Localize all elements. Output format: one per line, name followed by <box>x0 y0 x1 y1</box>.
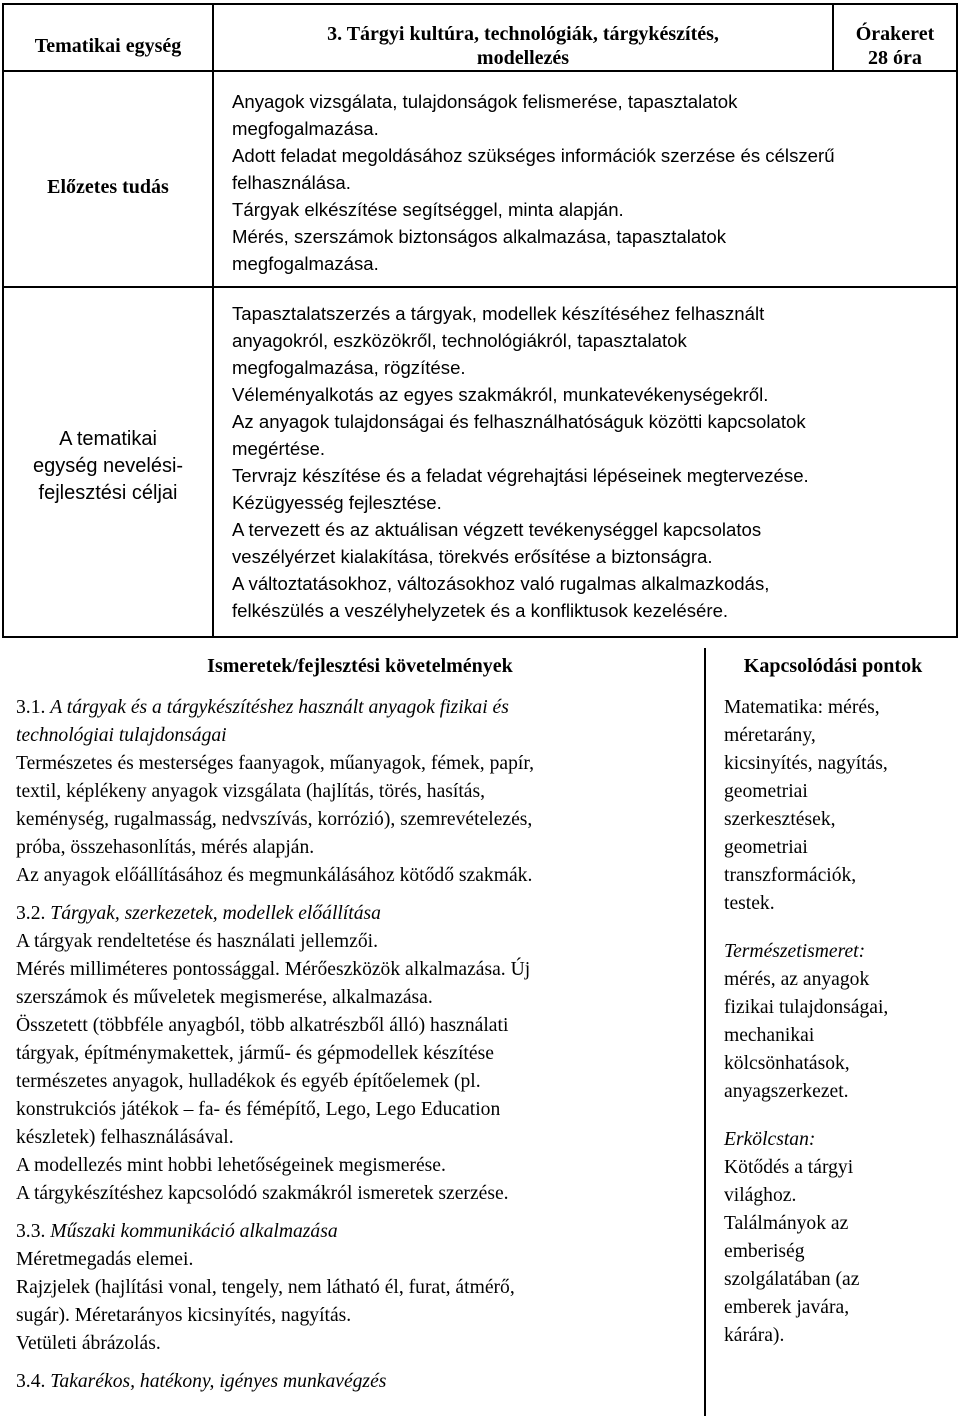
goals-line: Véleményalkotás az egyes szakmákról, munkatevékenységekről. <box>232 384 769 405</box>
connection-line: kárára). <box>724 1325 785 1346</box>
goals-line: anyagokról, eszközökről, technológiákról, tapasztalatok <box>232 330 687 351</box>
section-line: Mérés milliméteres pontossággal. Mérőeszközök alkalmazása. Új <box>16 959 531 980</box>
section-number: 3.2. <box>16 903 51 924</box>
section-title-text: Műszaki kommunikáció alkalmazása <box>50 1221 338 1242</box>
connection-line: transzformációk, <box>724 865 857 886</box>
prior-line: Adott feladat megoldásához szükséges információk szerzése és célszerű <box>232 145 835 166</box>
connection-line: emberek javára, <box>724 1297 850 1318</box>
section-line: Az anyagok előállításához és megmunkálásához kötődő szakmák. <box>16 865 533 886</box>
prior-line: megfogalmazása. <box>232 118 379 139</box>
connections-column-header: Kapcsolódási pontok <box>743 655 923 677</box>
section-line: textil, képlékeny anyagok vizsgálata (hajlítás, törés, hasítás, <box>16 781 486 802</box>
goals-line: veszélyérzet kialakítása, törekvés erősítése a biztonságra. <box>232 546 713 567</box>
section-line: szerszámok és műveletek megismerése, alkalmazása. <box>16 987 433 1008</box>
section-number: 3.1. <box>16 697 51 718</box>
prior-knowledge-text <box>232 88 835 277</box>
hours-value: 28 óra <box>868 47 922 69</box>
section-number: 3.4. <box>16 1371 51 1392</box>
goals-line: Az anyagok tulajdonságai és felhasználhatóságuk közötti kapcsolatok <box>232 411 806 432</box>
connection-line: Matematika: mérés, <box>724 697 880 718</box>
connection-line: kölcsönhatások, <box>724 1053 850 1074</box>
label-column-divider <box>212 3 214 637</box>
prior-line: megfogalmazása. <box>232 253 379 274</box>
goals-line: felkészülés a veszélyhelyzetek és a konfliktusok kezelésére. <box>232 600 729 621</box>
connection-line: mechanikai <box>724 1025 815 1046</box>
goals-line: A tervezett és az aktuálisan végzett tevékenységgel kapcsolatos <box>232 519 762 540</box>
header-left-label: Tematikai egység <box>34 35 182 57</box>
unit-title <box>214 22 832 70</box>
unit-title-line2: modellezés <box>476 47 570 69</box>
goals-line: megfogalmazása, rögzítése. <box>232 357 466 378</box>
section-line: természetes anyagok, hulladékok és egyéb építőelemek (pl. <box>16 1071 481 1092</box>
hours-label: Órakeret <box>855 23 935 45</box>
table-border-right <box>956 3 958 637</box>
connection-line: testek. <box>724 893 775 914</box>
connection-line: fizikai tulajdonságai, <box>724 997 889 1018</box>
section-line: készletek) felhasználásával. <box>16 1127 234 1148</box>
goals-label <box>4 426 212 507</box>
connection-line: szolgálatában (az <box>724 1269 860 1290</box>
section-line: tárgyak, építménymakettek, jármű- és gépmodellek készítése <box>16 1043 494 1064</box>
connection-line: Kötődés a tárgyi <box>724 1157 854 1178</box>
goals-text <box>232 300 809 624</box>
connection-subject-label: Erkölcstan: <box>724 1129 816 1150</box>
section-line: Vetületi ábrázolás. <box>16 1333 161 1354</box>
section-line: Természetes és mesterséges faanyagok, műanyagok, fémek, papír, <box>16 753 534 774</box>
goals-line: Tervrajz készítése és a feladat végrehajtási lépéseinek megtervezése. <box>232 465 809 486</box>
section-line: Méretmegadás elemei. <box>16 1249 194 1270</box>
prior-line: Mérés, szerszámok biztonságos alkalmazása, tapasztalatok <box>232 226 726 247</box>
header-row-divider <box>2 70 958 72</box>
requirements-content <box>16 694 702 1396</box>
prior-knowledge-label: Előzetes tudás <box>47 176 169 198</box>
section-title-text: Tárgyak, szerkezetek, modellek előállítása <box>50 903 381 924</box>
section-title <box>16 694 702 722</box>
prior-line: felhasználása. <box>232 172 351 193</box>
section-line: Rajzjelek (hajlítási vonal, tengely, nem látható él, furat, átmérő, <box>16 1277 515 1298</box>
connection-line: világhoz. <box>724 1185 797 1206</box>
goals-label-line: egység nevelési- <box>32 455 184 477</box>
connection-subject-label: Természetismeret: <box>724 941 866 962</box>
section-line: A tárgyak rendeltetése és használati jellemzői. <box>16 931 378 952</box>
table-border-bottom <box>2 636 958 638</box>
connection-line: anyagszerkezet. <box>724 1081 849 1102</box>
section-title <box>16 900 702 928</box>
section-title-text: Takarékos, hatékony, igényes munkavégzés <box>50 1371 387 1392</box>
prior-row-divider <box>2 286 958 288</box>
connection-line: geometriai <box>724 781 808 802</box>
goals-label-line: fejlesztési céljai <box>38 482 178 504</box>
prior-line: Tárgyak elkészítése segítséggel, minta alapján. <box>232 199 624 220</box>
connection-line: szerkesztések, <box>724 809 836 830</box>
section-line: próba, összehasonlítás, mérés alapján. <box>16 837 315 858</box>
section-number: 3.3. <box>16 1221 51 1242</box>
connection-line: kicsinyítés, nagyítás, <box>724 753 888 774</box>
connection-line: Találmányok az <box>724 1213 849 1234</box>
table-border-left <box>2 3 4 637</box>
section-line: keménység, rugalmasság, nedvszívás, korrózió), szemrevételezés, <box>16 809 533 830</box>
connection-line: geometriai <box>724 837 808 858</box>
section-title-text: A tárgyak és a tárgykészítéshez használt anyagok fizikai és <box>50 697 509 718</box>
connection-line: mérés, az anyagok <box>724 969 870 990</box>
goals-line: A változtatásokhoz, változásokhoz való rugalmas alkalmazkodás, <box>232 573 770 594</box>
section-title <box>16 1218 702 1246</box>
goals-line: Kézügyesség fejlesztése. <box>232 492 442 513</box>
goals-line: megértése. <box>232 438 326 459</box>
section-line: A modellezés mint hobbi lehetőségeinek megismerése. <box>16 1155 446 1176</box>
goals-line: Tapasztalatszerzés a tárgyak, modellek készítéséhez felhasznált <box>232 303 765 324</box>
goals-label-line: A tematikai <box>59 428 157 450</box>
connection-line: méretarány, <box>724 725 816 746</box>
connections-content <box>724 694 956 1350</box>
section-line: A tárgykészítéshez kapcsolódó szakmákról ismeretek szerzése. <box>16 1183 509 1204</box>
section-title <box>16 1368 702 1396</box>
prior-line: Anyagok vizsgálata, tulajdonságok felismerése, tapasztalatok <box>232 91 738 112</box>
requirements-column-header: Ismeretek/fejlesztési követelmények <box>207 655 513 677</box>
connections-column-divider <box>704 648 706 1416</box>
table-border-top <box>2 3 958 5</box>
section-title-text: technológiai tulajdonságai <box>16 725 227 746</box>
hours-box <box>834 22 956 70</box>
connection-line: emberiség <box>724 1241 805 1262</box>
section-line: Összetett (többféle anyagból, több alkatrészből álló) használati <box>16 1015 509 1036</box>
unit-title-line1: 3. Tárgyi kultúra, technológiák, tárgykészítés, <box>327 23 719 45</box>
section-line: konstrukciós játékok – fa- és fémépítő, Lego, Lego Education <box>16 1099 501 1120</box>
section-line: sugár). Méretarányos kicsinyítés, nagyítás. <box>16 1305 352 1326</box>
